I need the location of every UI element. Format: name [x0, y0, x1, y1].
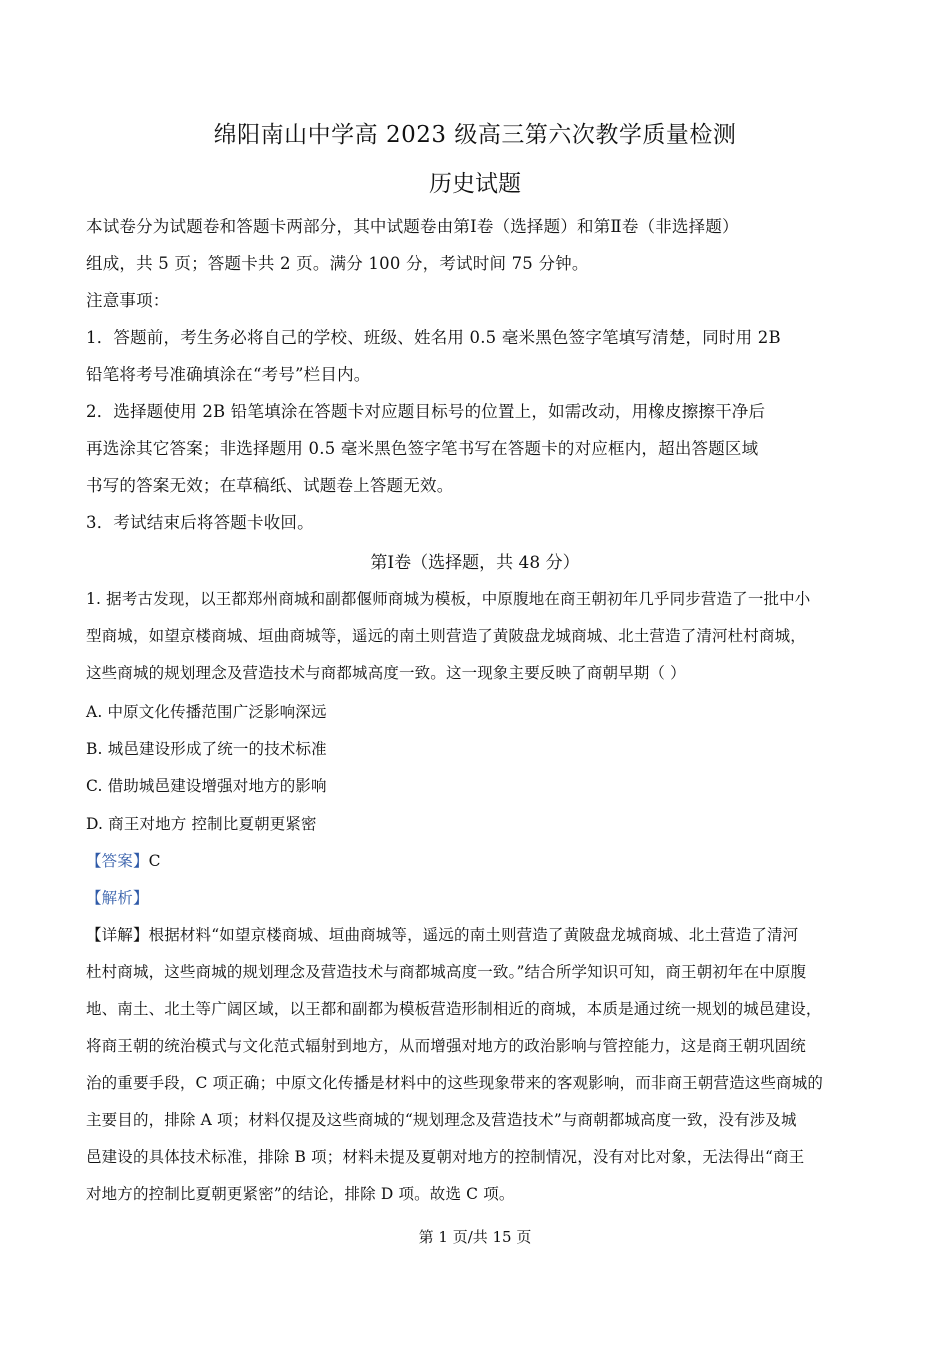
detail-line: 地、南土、北土等广阔区域，以王都和副都为模板营造形制相近的商城，本质是通过统一规划的城邑建设，: [86, 1000, 822, 1018]
intro-line: 本试卷分为试题卷和答题卡两部分，其中试题卷由第Ⅰ卷（选择题）和第Ⅱ卷（非选择题）: [86, 217, 739, 236]
exam-subtitle: 历史试题: [429, 171, 521, 197]
detail-line: 主要目的，排除 A 项；材料仅提及这些商城的“规划理念及营造技术”与商朝都城高度一致，没有涉及城: [86, 1111, 797, 1129]
detail-line: 将商王朝的统治模式与文化范式辐射到地方，从而增强对地方的政治影响与管控能力，这是商王朝巩固统: [86, 1037, 806, 1055]
option-b: B. 城邑建设形成了统一的技术标准: [86, 740, 327, 758]
notes-heading: 注意事项：: [86, 291, 170, 310]
option-d: D. 商王对地方 控制比夏朝更紧密: [86, 815, 317, 833]
detail-line: 邑建设的具体技术标准，排除 B 项；材料未提及夏朝对地方的控制情况，没有对比对象，无法得出“商王: [86, 1148, 805, 1166]
detail-text: 根据材料“如望京楼商城、垣曲商城等，遥远的南土则营造了黄陂盘龙城商城、北土营造了清河: [148, 926, 799, 944]
notes-line: 3．考试结束后将答题卡收回。: [86, 513, 314, 532]
exam-title: 绵阳南山中学高 2023 级高三第六次教学质量检测: [213, 122, 737, 148]
intro-line: 组成，共 5 页；答题卡共 2 页。满分 100 分，考试时间 75 分钟。: [86, 254, 589, 273]
analysis-tag: 【解析】: [86, 889, 149, 907]
notes-line: 铅笔将考号准确填涂在“考号”栏目内。: [86, 365, 371, 384]
detail-line: 对地方的控制比夏朝更紧密”的结论，排除 D 项。故选 C 项。: [86, 1185, 515, 1203]
detail-tag: 【详解】: [86, 926, 149, 944]
section-title: 第Ⅰ卷（选择题，共 48 分）: [370, 553, 580, 573]
detail-line: [86, 923, 798, 945]
notes-line: 再选涂其它答案；非选择题用 0.5 毫米黑色签字笔书写在答题卡的对应框内，超出答题区域: [86, 439, 759, 458]
notes-line: 1．答题前，考生务必将自己的学校、班级、姓名用 0.5 毫米黑色签字笔填写清楚，同时用 2B: [86, 328, 781, 347]
page-footer: 第 1 页/共 15 页: [418, 1228, 532, 1246]
question-stem-line: 型商城，如望京楼商城、垣曲商城等，遥远的南土则营造了黄陂盘龙城商城、北土营造了清河杜村商城，: [86, 627, 806, 645]
answer-tag: 【答案】: [86, 852, 149, 870]
detail-line: 治的重要手段，C 项正确；中原文化传播是材料中的这些现象带来的客观影响，而非商王朝营造这些商城的: [86, 1074, 823, 1092]
answer-line: [86, 849, 161, 871]
notes-line: 书写的答案无效；在草稿纸、试题卷上答题无效。: [86, 476, 454, 495]
question-stem-line: 这些商城的规划理念及营造技术与商都城高度一致。这一现象主要反映了商朝早期（ ）: [86, 664, 686, 682]
answer-value: C: [148, 852, 161, 870]
option-c: C. 借助城邑建设增强对地方的影响: [86, 777, 327, 795]
option-a: A. 中原文化传播范围广泛影响深远: [86, 703, 327, 721]
analysis-line: [86, 886, 149, 908]
question-stem-line: 1. 据考古发现，以王都郑州商城和副都偃师商城为模板，中原腹地在商王朝初年几乎同步营造了一批中小: [86, 590, 811, 608]
detail-line: 杜村商城，这些商城的规划理念及营造技术与商都城高度一致。”结合所学知识可知，商王朝初年在中原腹: [86, 963, 807, 981]
notes-line: 2．选择题使用 2B 铅笔填涂在答题卡对应题目标号的位置上，如需改动，用橡皮擦擦干净后: [86, 402, 766, 421]
